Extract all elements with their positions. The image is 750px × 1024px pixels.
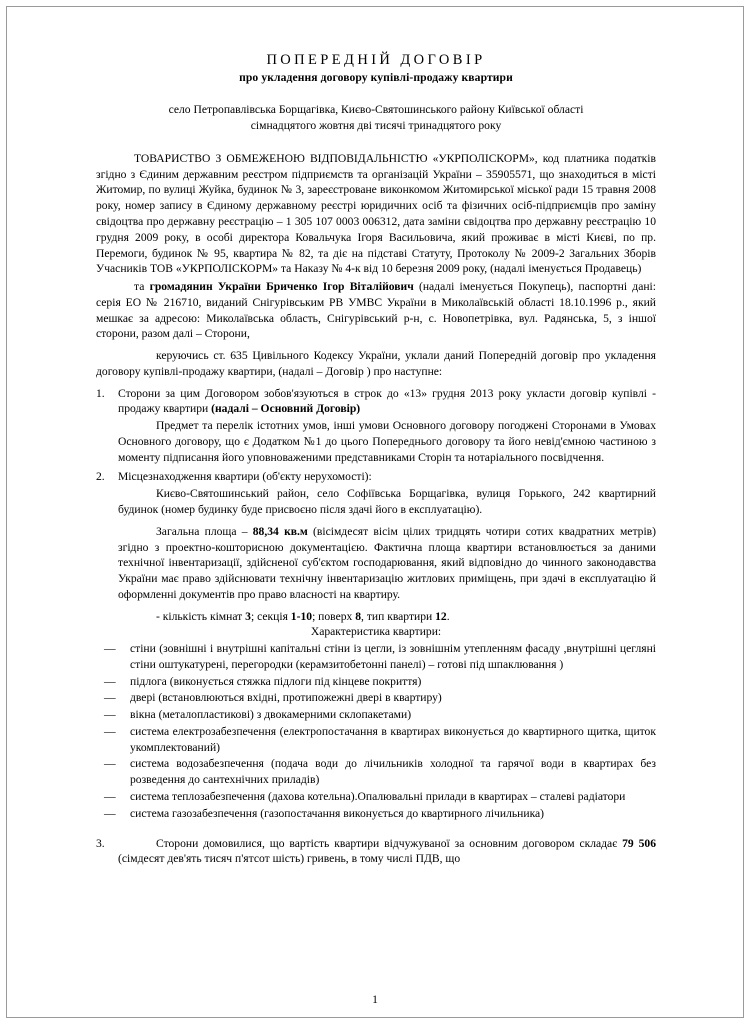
area-rest: (вісімдесят вісім цілих тридцять чотири сотих квадратних метрів) згідно з проектно-кошторисною документацією. Фактична площа квартири встановлюється за даними технічної інвентаризації, здійсненої суб'єктом господарювання, який відповідно до чинного законодавства України має право здійснювати технічну інвентаризацію житлових приміщень, при здачі в експлуатацію й оформленні документів про право власності на квартиру. <box>118 524 656 601</box>
dash-marker: — <box>104 724 116 738</box>
area-paragraph <box>96 524 656 603</box>
characteristic-text: система теплозабезпечення (дахова котельна).Опалювальні прилади в квартирах – сталеві радіатори <box>130 790 626 803</box>
floor-value: 8 <box>355 609 362 623</box>
clause-3-amount: 79 506 <box>622 836 656 850</box>
list-item <box>96 707 656 723</box>
rooms-count: 3 <box>245 609 251 623</box>
buyer-paragraph <box>96 279 656 342</box>
dash-marker: — <box>104 708 116 722</box>
clause-2-sub-1: Києво-Святошинський район, село Софіївська Борщагівка, вулиця Горького, 242 квартирний будинок (номер будинку буде присвоєно після здачі його в експлуатацію). <box>118 487 656 516</box>
clause-2-text: Місцезнаходження квартири (об'єкту нерухомості): <box>118 470 372 484</box>
characteristic-text: система електрозабезпечення (електропостачання в квартирах виконується до квартирного щитка, щиток укомплектований) <box>130 724 656 754</box>
list-item <box>96 724 656 756</box>
dash-marker: — <box>104 642 116 656</box>
clause-1-bold: (надалі – Основний Договір) <box>211 402 361 416</box>
page-number: 1 <box>372 993 378 1006</box>
clauses-list <box>96 386 656 518</box>
clause-1 <box>96 386 656 466</box>
characteristics-list <box>96 641 656 821</box>
clause-2 <box>96 469 656 517</box>
characteristic-text: стіни (зовнішні і внутрішні капітальні стіни із цегли, із зовнішнім утепленням фасаду ,внутрішні цегляні стіни оштукатурені, перегородки (керамзитобетонні панелі) – готові під шпаклювання ) <box>130 642 656 671</box>
clause-1-number: 1. <box>96 386 105 400</box>
buyer-details: (надалі іменується Покупець), паспортні дані: серія ЕО № 216710, виданий Снігурівським РВ УМВС України в Миколаївській області 18.10.1996 р., який мешкає за адресою: Миколаївська область, Снігурівський р-н, с. Новопетрівка, вул. Радянська, 5, з іншої сторони, разом далі – Сторони, <box>96 280 656 341</box>
characteristic-text: підлога (виконується стяжка підлоги під кінцеве покриття) <box>130 674 422 688</box>
rooms-mid-1: ; секція <box>250 609 291 623</box>
dash-marker: — <box>104 757 116 771</box>
list-item <box>96 756 656 788</box>
list-item <box>96 674 656 690</box>
clause-1-sub-1: Предмет та перелік істотних умов, інші умови Основного договору погоджені Сторонами в Умовах Основного договору, що є Додатком №1 до цього Попереднього договору та його невід'ємною частиною з моменту підписання його уповноваженими представниками Сторін та нотаріального посвідчення. <box>118 419 656 464</box>
area-value: 88,34 кв.м <box>252 524 308 538</box>
buyer-name: громадянин України Бриченко Ігор Віталійович <box>149 280 414 294</box>
buyer-prefix: та <box>134 280 150 294</box>
preamble-paragraph: керуючись ст. 635 Цивільного Кодексу України, уклали даний Попередній договір про укладення договору купівлі-продажу квартири, (надалі – Договір ) про наступне: <box>96 349 656 378</box>
dash-marker: — <box>104 790 116 803</box>
dash-marker: — <box>104 691 116 705</box>
place-and-date <box>96 102 656 135</box>
flat-type-value: 12 <box>435 609 447 623</box>
section-value: 1-10 <box>290 609 313 623</box>
dash-marker: — <box>104 674 116 688</box>
list-item <box>96 641 656 673</box>
clause-3 <box>96 836 656 868</box>
characteristics-heading: Характеристика квартири: <box>310 625 442 639</box>
rooms-prefix: - кількість кімнат <box>156 609 246 623</box>
dash-marker: — <box>104 806 116 820</box>
characteristic-text: система водозабезпечення (подача води до лічильників холодної та гарячої води в квартирах без розведення до сантехнічних приладів) <box>130 757 656 787</box>
rooms-mid-2: ; поверх <box>312 609 356 623</box>
rooms-line <box>96 609 656 625</box>
rooms-suffix: . <box>446 609 450 623</box>
characteristic-text: вікна (металопластикові) з двокамерними склопакетами) <box>130 708 412 722</box>
clause-3-number: 3. <box>96 836 105 850</box>
clause-1-text: Сторони за цим Договором зобов'язуються в строк до «13» грудня 2013 року укласти договір купівлі - продажу квартири <box>118 386 656 416</box>
clause-3-text <box>118 836 656 868</box>
list-item <box>96 690 656 706</box>
list-item <box>96 806 656 822</box>
page-subtitle: про укладення договору купівлі-продажу квартири <box>239 71 513 84</box>
document-body <box>96 40 656 867</box>
page-title: ПОПЕРЕДНІЙ ДОГОВІР <box>266 52 486 68</box>
list-item <box>96 789 656 805</box>
area-prefix: Загальна площа – <box>156 524 253 538</box>
characteristic-text: система газозабезпечення (газопостачання виконується до квартирного лічильника) <box>130 806 545 820</box>
rooms-mid-3: , тип квартири <box>361 609 436 623</box>
place-line-2: сімнадцятого жовтня дві тисячі тринадцятого року <box>250 119 502 133</box>
clause-3-after: (сімдесят дев'ять тисяч п'ятсот шість) гривень, в тому числі ПДВ, що <box>118 852 461 866</box>
clause-2-number: 2. <box>96 470 105 484</box>
clause-3-before: Сторони домовилися, що вартість квартири відчужуваної за основним договором складає <box>156 836 623 850</box>
characteristic-text: двері (встановлюються вхідні, протипожежні двері в квартиру) <box>130 691 442 705</box>
seller-paragraph: ТОВАРИСТВО З ОБМЕЖЕНОЮ ВІДПОВІДАЛЬНІСТЮ «УКРПОЛІСКОРМ», код платника податків згідно з Єдиним державним реєстром підприємств та організацій України – 35905571, що знаходиться в місті Житомир, по вулиці Жуйка, будинок № 3, зареєстроване виконкомом Житомирської міської ради 15 травня 2008 року, номер запису в Єдиному державному реєстрі юридичних осіб та фізичних осіб-підприємців про заміну свідоцтва про державну реєстрацію – 1 305 107 0003 006312, дата заміни свідоцтва про державну реєстрацію 10 грудня 2009 року, в особі директора Ковальчука Ігоря Васильовича, який проживає в місті Києві, по пр. Перемоги, будинок № 95, квартира № 82, та діє на підставі Статуту, Протоколу № 2009-2 Загальних Зборів Учасників ТОВ «УКРПОЛІСКОРМ» та Наказу № 4-к від 10 березня 2009 року, (надалі іменується Продавець) <box>96 151 656 276</box>
place-line-1: село Петропавлівська Борщагівка, Києво-Святошинського району Київської області <box>168 103 584 116</box>
